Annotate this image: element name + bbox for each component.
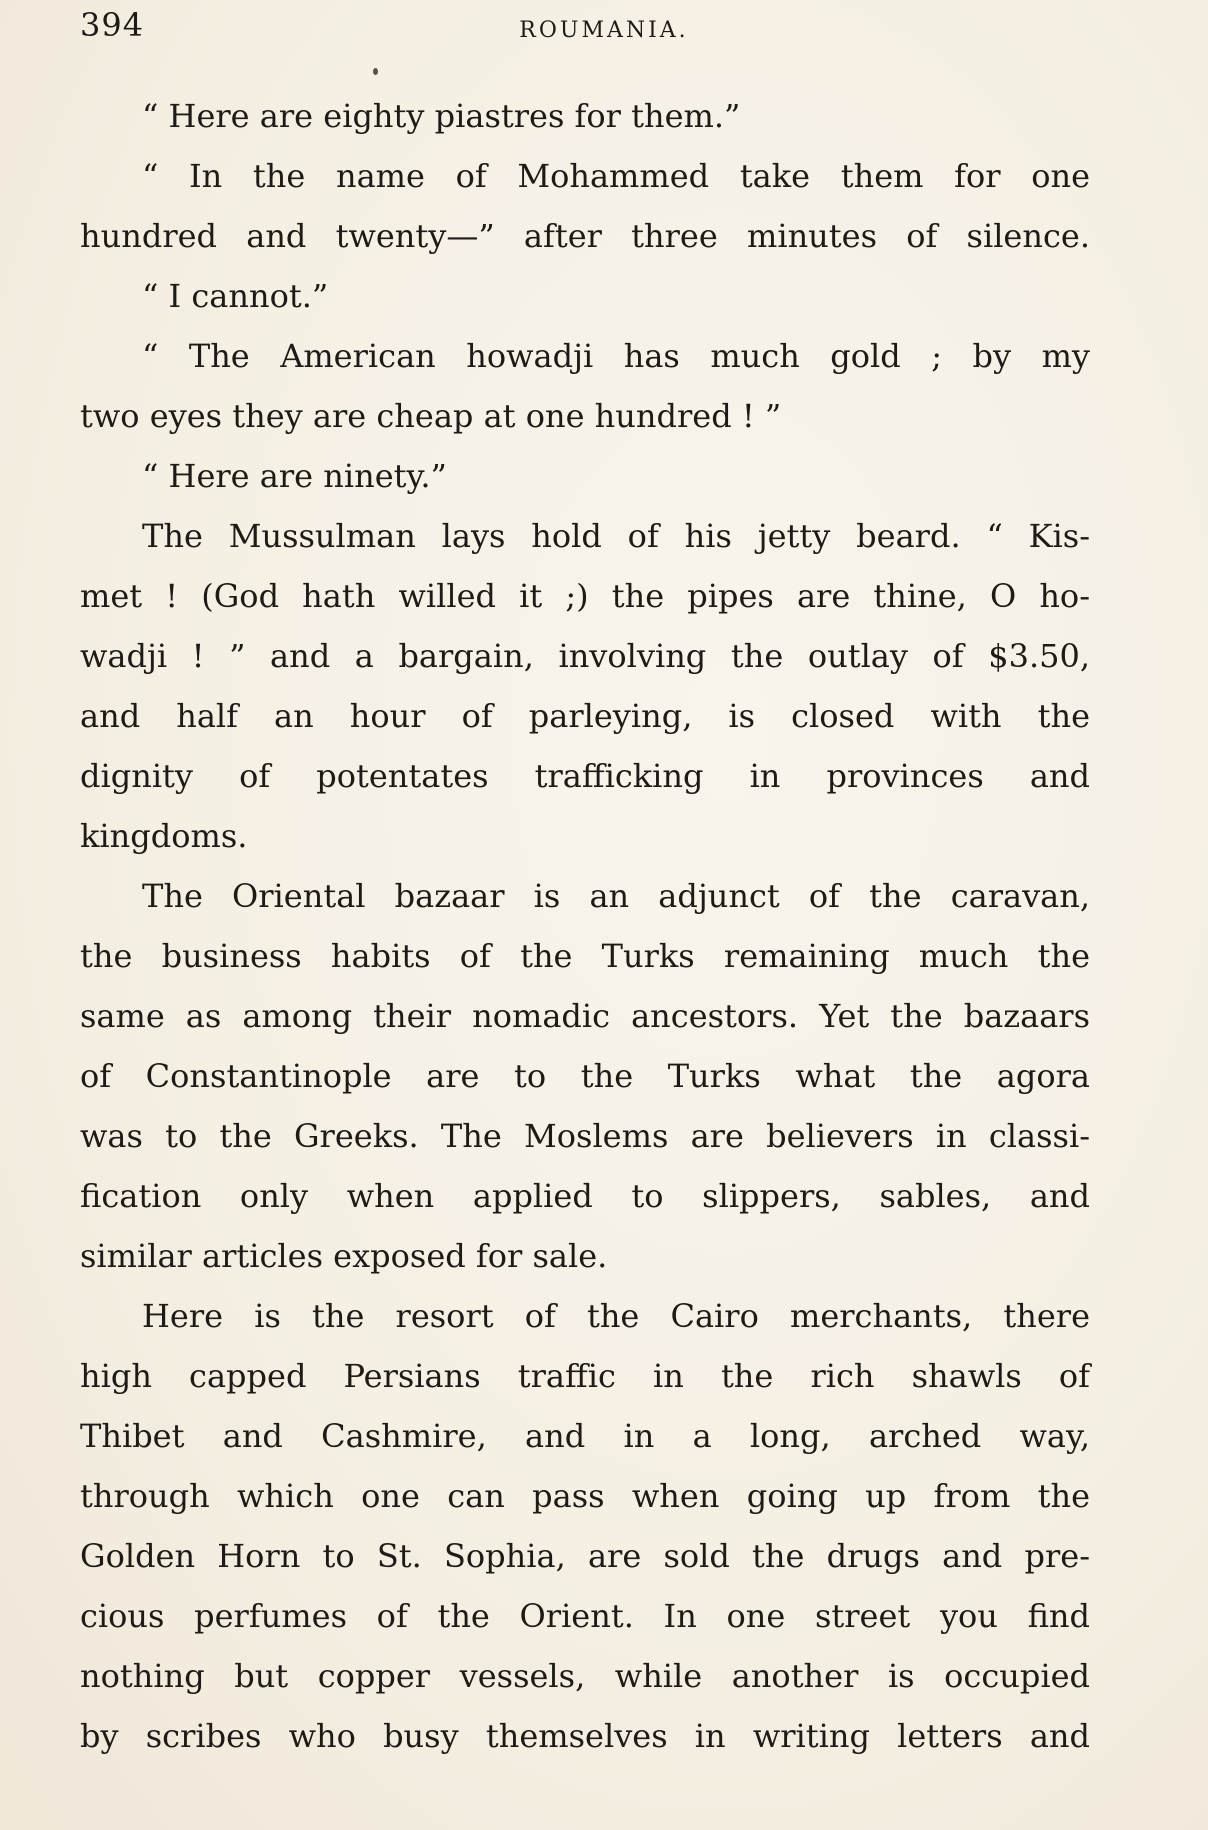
text-line: was to the Greeks. The Moslems are believers in classi- <box>80 1117 1090 1155</box>
text-line: cious perfumes of the Orient. In one street you find <box>80 1597 1090 1635</box>
text-line: fication only when applied to slippers, sables, and <box>80 1177 1090 1215</box>
page-header <box>80 6 1088 54</box>
text-line: high capped Persians traffic in the rich shawls of <box>80 1357 1090 1395</box>
text-line: wadji ! ” and a bargain, involving the outlay of $3.50, <box>80 637 1090 675</box>
text-line: “ I cannot.” <box>142 277 329 315</box>
ink-speck <box>373 68 378 75</box>
text-line: similar articles exposed for sale. <box>80 1237 608 1275</box>
text-line: hundred and twenty—” after three minutes of silence. <box>80 217 1090 255</box>
text-line: “ Here are ninety.” <box>142 457 447 495</box>
text-line: “ In the name of Mohammed take them for one <box>142 157 1090 195</box>
text-line: nothing but copper vessels, while another is occupied <box>80 1657 1090 1695</box>
text-line: “ The American howadji has much gold ; by my <box>142 337 1090 375</box>
text-line: the business habits of the Turks remaining much the <box>80 937 1090 975</box>
text-line: dignity of potentates trafficking in provinces and <box>80 757 1090 795</box>
body-text <box>80 86 1090 1766</box>
text-line: kingdoms. <box>80 817 248 855</box>
text-line: same as among their nomadic ancestors. Yet the bazaars <box>80 997 1090 1035</box>
text-line: The Mussulman lays hold of his jetty beard. “ Kis- <box>142 517 1090 555</box>
text-line: “ Here are eighty piastres for them.” <box>142 97 741 135</box>
text-line: of Constantinople are to the Turks what the agora <box>80 1057 1090 1095</box>
text-line: Here is the resort of the Cairo merchants, there <box>142 1297 1090 1335</box>
text-line: through which one can pass when going up from the <box>80 1477 1090 1515</box>
text-line: and half an hour of parleying, is closed with the <box>80 697 1090 735</box>
running-head: ROUMANIA. <box>519 18 689 43</box>
text-line: Thibet and Cashmire, and in a long, arched way, <box>80 1417 1090 1455</box>
text-line: two eyes they are cheap at one hundred ! ” <box>80 397 782 435</box>
text-line: Golden Horn to St. Sophia, are sold the drugs and pre- <box>80 1537 1090 1575</box>
text-line: met ! (God hath willed it ;) the pipes are thine, O ho- <box>80 577 1090 615</box>
page-number: 394 <box>80 6 145 44</box>
text-line: The Oriental bazaar is an adjunct of the caravan, <box>142 877 1090 915</box>
text-line: by scribes who busy themselves in writing letters and <box>80 1717 1090 1755</box>
